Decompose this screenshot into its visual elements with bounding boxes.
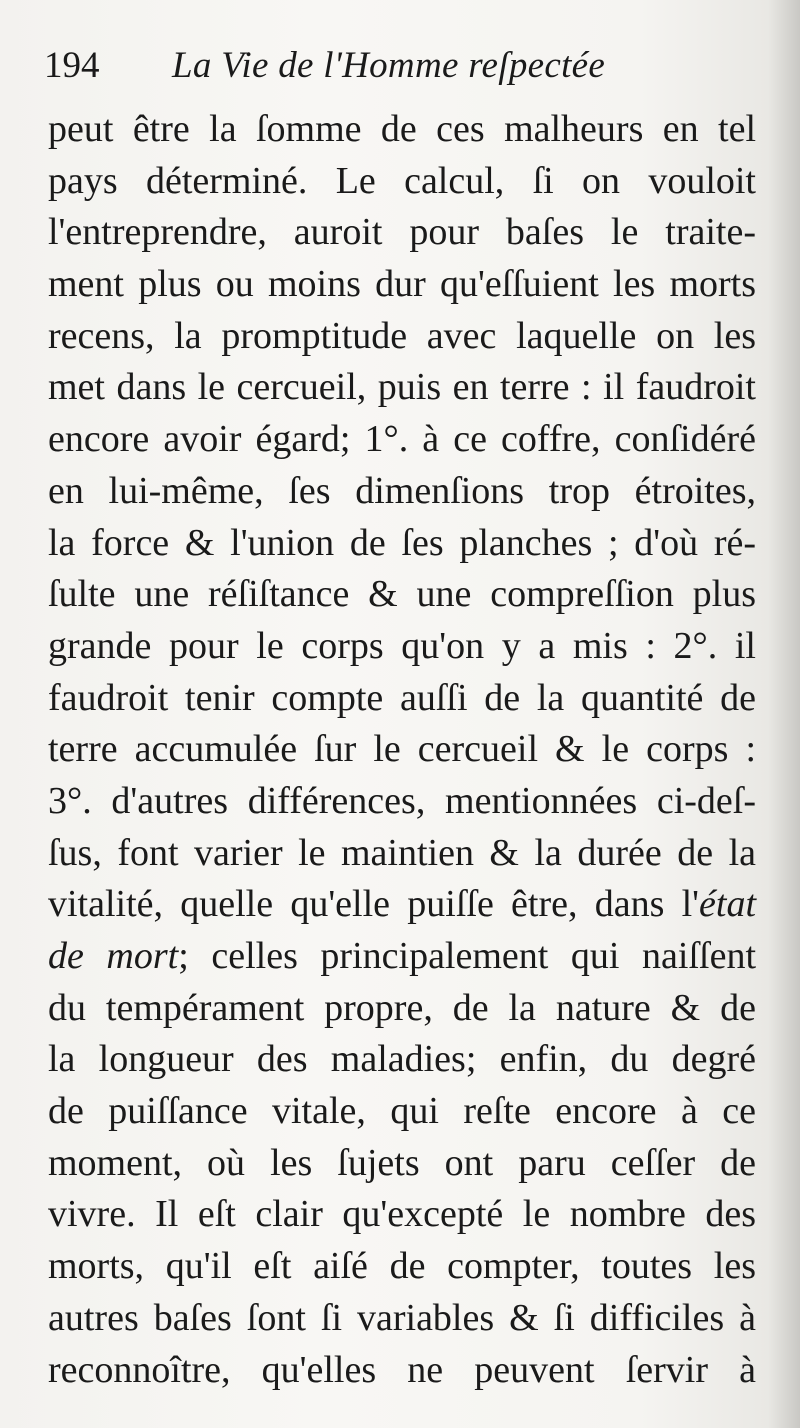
text-line: vivre. Il eſt clair qu'excepté le nombre des bbox=[48, 1193, 756, 1236]
text-line: peut être la ſomme de ces malheurs en tel bbox=[48, 108, 756, 150]
text-line: met dans le cercueil, puis en terre : il faudroit bbox=[48, 366, 756, 409]
text-line: reconnoître, qu'elles ne peuvent ſervir à bbox=[48, 1348, 756, 1391]
text-line: autres baſes ſont ſi variables & ſi difficiles à bbox=[48, 1296, 756, 1339]
italic-phrase: de mort bbox=[48, 935, 179, 977]
page-number: 194 bbox=[44, 45, 100, 86]
text-line: en lui-même, ſes dimenſions trop étroites, bbox=[48, 469, 756, 512]
text-line: encore avoir égard; 1°. à ce coffre, conſidéré bbox=[48, 418, 756, 461]
text-line: recens, la promptitude avec laquelle on les bbox=[48, 314, 756, 357]
text-line-with-italic bbox=[48, 931, 756, 983]
text-line: l'entreprendre, auroit pour baſes le traite- bbox=[48, 211, 756, 254]
text-line: ment plus ou moins dur qu'eſſuient les morts bbox=[48, 263, 756, 306]
italic-phrase: état bbox=[699, 883, 756, 926]
page-header bbox=[44, 40, 764, 92]
text-line: terre accumulée ſur le cercueil & le corps : bbox=[48, 728, 756, 771]
text-segment: vitalité, quelle qu'elle puiſſe être, dans l' bbox=[48, 883, 700, 926]
text-line: morts, qu'il eſt aiſé de compter, toutes les bbox=[48, 1245, 756, 1288]
text-line: du tempérament propre, de la nature & de bbox=[48, 986, 756, 1029]
text-line: ſulte une réſiſtance & une compreſſion plus bbox=[48, 573, 756, 616]
running-title: La Vie de l'Homme reſpectée bbox=[172, 45, 606, 86]
body-text bbox=[48, 104, 756, 1396]
text-line: de puiſſance vitale, qui reſte encore à ce bbox=[48, 1090, 756, 1133]
text-line: pays déterminé. Le calcul, ſi on vouloit bbox=[48, 159, 756, 202]
text-line: 3°. d'autres différences, mentionnées ci-deſ- bbox=[48, 779, 756, 822]
text-line: moment, où les ſujets ont paru ceſſer de bbox=[48, 1141, 756, 1184]
text-line: faudroit tenir compte auſſi de la quantité de bbox=[48, 676, 756, 719]
text-line: la longueur des maladies; enfin, du degré bbox=[48, 1038, 756, 1081]
text-segment: ; celles principalement qui naiſſent bbox=[178, 935, 756, 977]
text-line-with-italic bbox=[48, 879, 756, 931]
text-line: grande pour le corps qu'on y a mis : 2°. il bbox=[48, 624, 756, 667]
text-line: ſus, font varier le maintien & la durée de la bbox=[48, 831, 756, 874]
text-line: la force & l'union de ſes planches ; d'où ré- bbox=[48, 521, 756, 564]
